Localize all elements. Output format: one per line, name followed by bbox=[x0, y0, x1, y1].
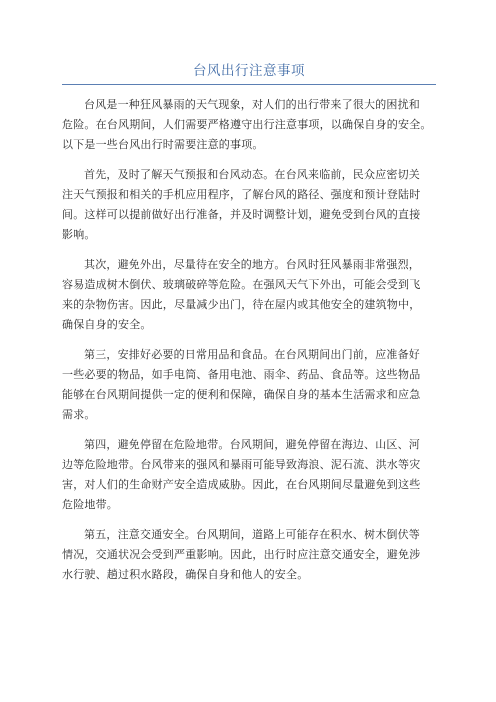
paragraph-line: 危险。在台风期间，人们需要严格遵守出行注意事项，以确保自身的安全。 bbox=[62, 118, 432, 131]
paragraph-line: 台风是一种狂风暴雨的天气现象，对人们的出行带来了很大的困扰和 bbox=[84, 98, 420, 111]
paragraph-line: 注天气预报和相关的手机应用程序，了解台风的路径、强度和预计登陆时 bbox=[62, 188, 421, 201]
paragraph-line: 来的杂物伤害。因此，尽量减少出门，待在屋内或其他安全的建筑物中， bbox=[62, 298, 421, 311]
paragraph-line: 容易造成树木倒伏、玻璃破碎等危险。在强风天气下外出，可能会受到飞 bbox=[62, 278, 421, 291]
paragraph-intro bbox=[62, 95, 444, 155]
paragraph-line: 情况，交通状况会受到严重影响。因此，出行时应注意交通安全，避免涉 bbox=[62, 548, 421, 561]
paragraph-line: 害，对人们的生命财产安全造成威胁。因此，在台风期间尽量避免到这些 bbox=[62, 478, 421, 491]
paragraph-line: 一些必要的物品，如手电筒、备用电池、雨伞、药品、食品等。这些物品 bbox=[62, 368, 421, 381]
paragraph-line: 边等危险地带。台风带来的强风和暴雨可能导致海浪、泥石流、洪水等灾 bbox=[62, 458, 421, 471]
paragraph-fourth-point bbox=[62, 435, 444, 515]
paragraph-line: 间。这样可以提前做好出行准备，并及时调整计划，避免受到台风的直接 bbox=[62, 208, 421, 221]
paragraph-line: 确保自身的安全。 bbox=[62, 318, 152, 331]
paragraph-line: 危险地带。 bbox=[62, 498, 118, 511]
paragraph-third-point bbox=[62, 345, 444, 425]
document-title: 台风出行注意事项 bbox=[193, 63, 305, 79]
paragraph-line: 第三，安排好必要的日常用品和食品。在台风期间出门前，应准备好 bbox=[84, 348, 420, 361]
paragraph-line: 需求。 bbox=[62, 408, 96, 421]
paragraph-fifth-point bbox=[62, 525, 444, 585]
paragraph-line: 第四，避免停留在危险地带。台风期间，避免停留在海边、山区、河 bbox=[84, 438, 420, 451]
paragraph-line: 能够在台风期间提供一定的便利和保障，确保自身的基本生活需求和应急 bbox=[62, 388, 421, 401]
paragraph-line: 水行驶、趟过积水路段，确保自身和他人的安全。 bbox=[62, 568, 309, 581]
paragraph-line: 以下是一些台风出行时需要注意的事项。 bbox=[62, 138, 264, 151]
paragraph-second-point bbox=[62, 255, 444, 335]
title-underline bbox=[62, 84, 436, 85]
paragraph-first-point bbox=[62, 165, 444, 245]
paragraph-line: 其次，避免外出，尽量待在安全的地方。台风时狂风暴雨非常强烈， bbox=[84, 258, 420, 271]
paragraph-line: 首先，及时了解天气预报和台风动态。在台风来临前，民众应密切关 bbox=[84, 168, 420, 181]
paragraph-line: 第五，注意交通安全。台风期间，道路上可能存在积水、树木倒伏等 bbox=[84, 528, 420, 541]
document-body bbox=[62, 95, 444, 595]
paragraph-line: 影响。 bbox=[62, 228, 96, 241]
